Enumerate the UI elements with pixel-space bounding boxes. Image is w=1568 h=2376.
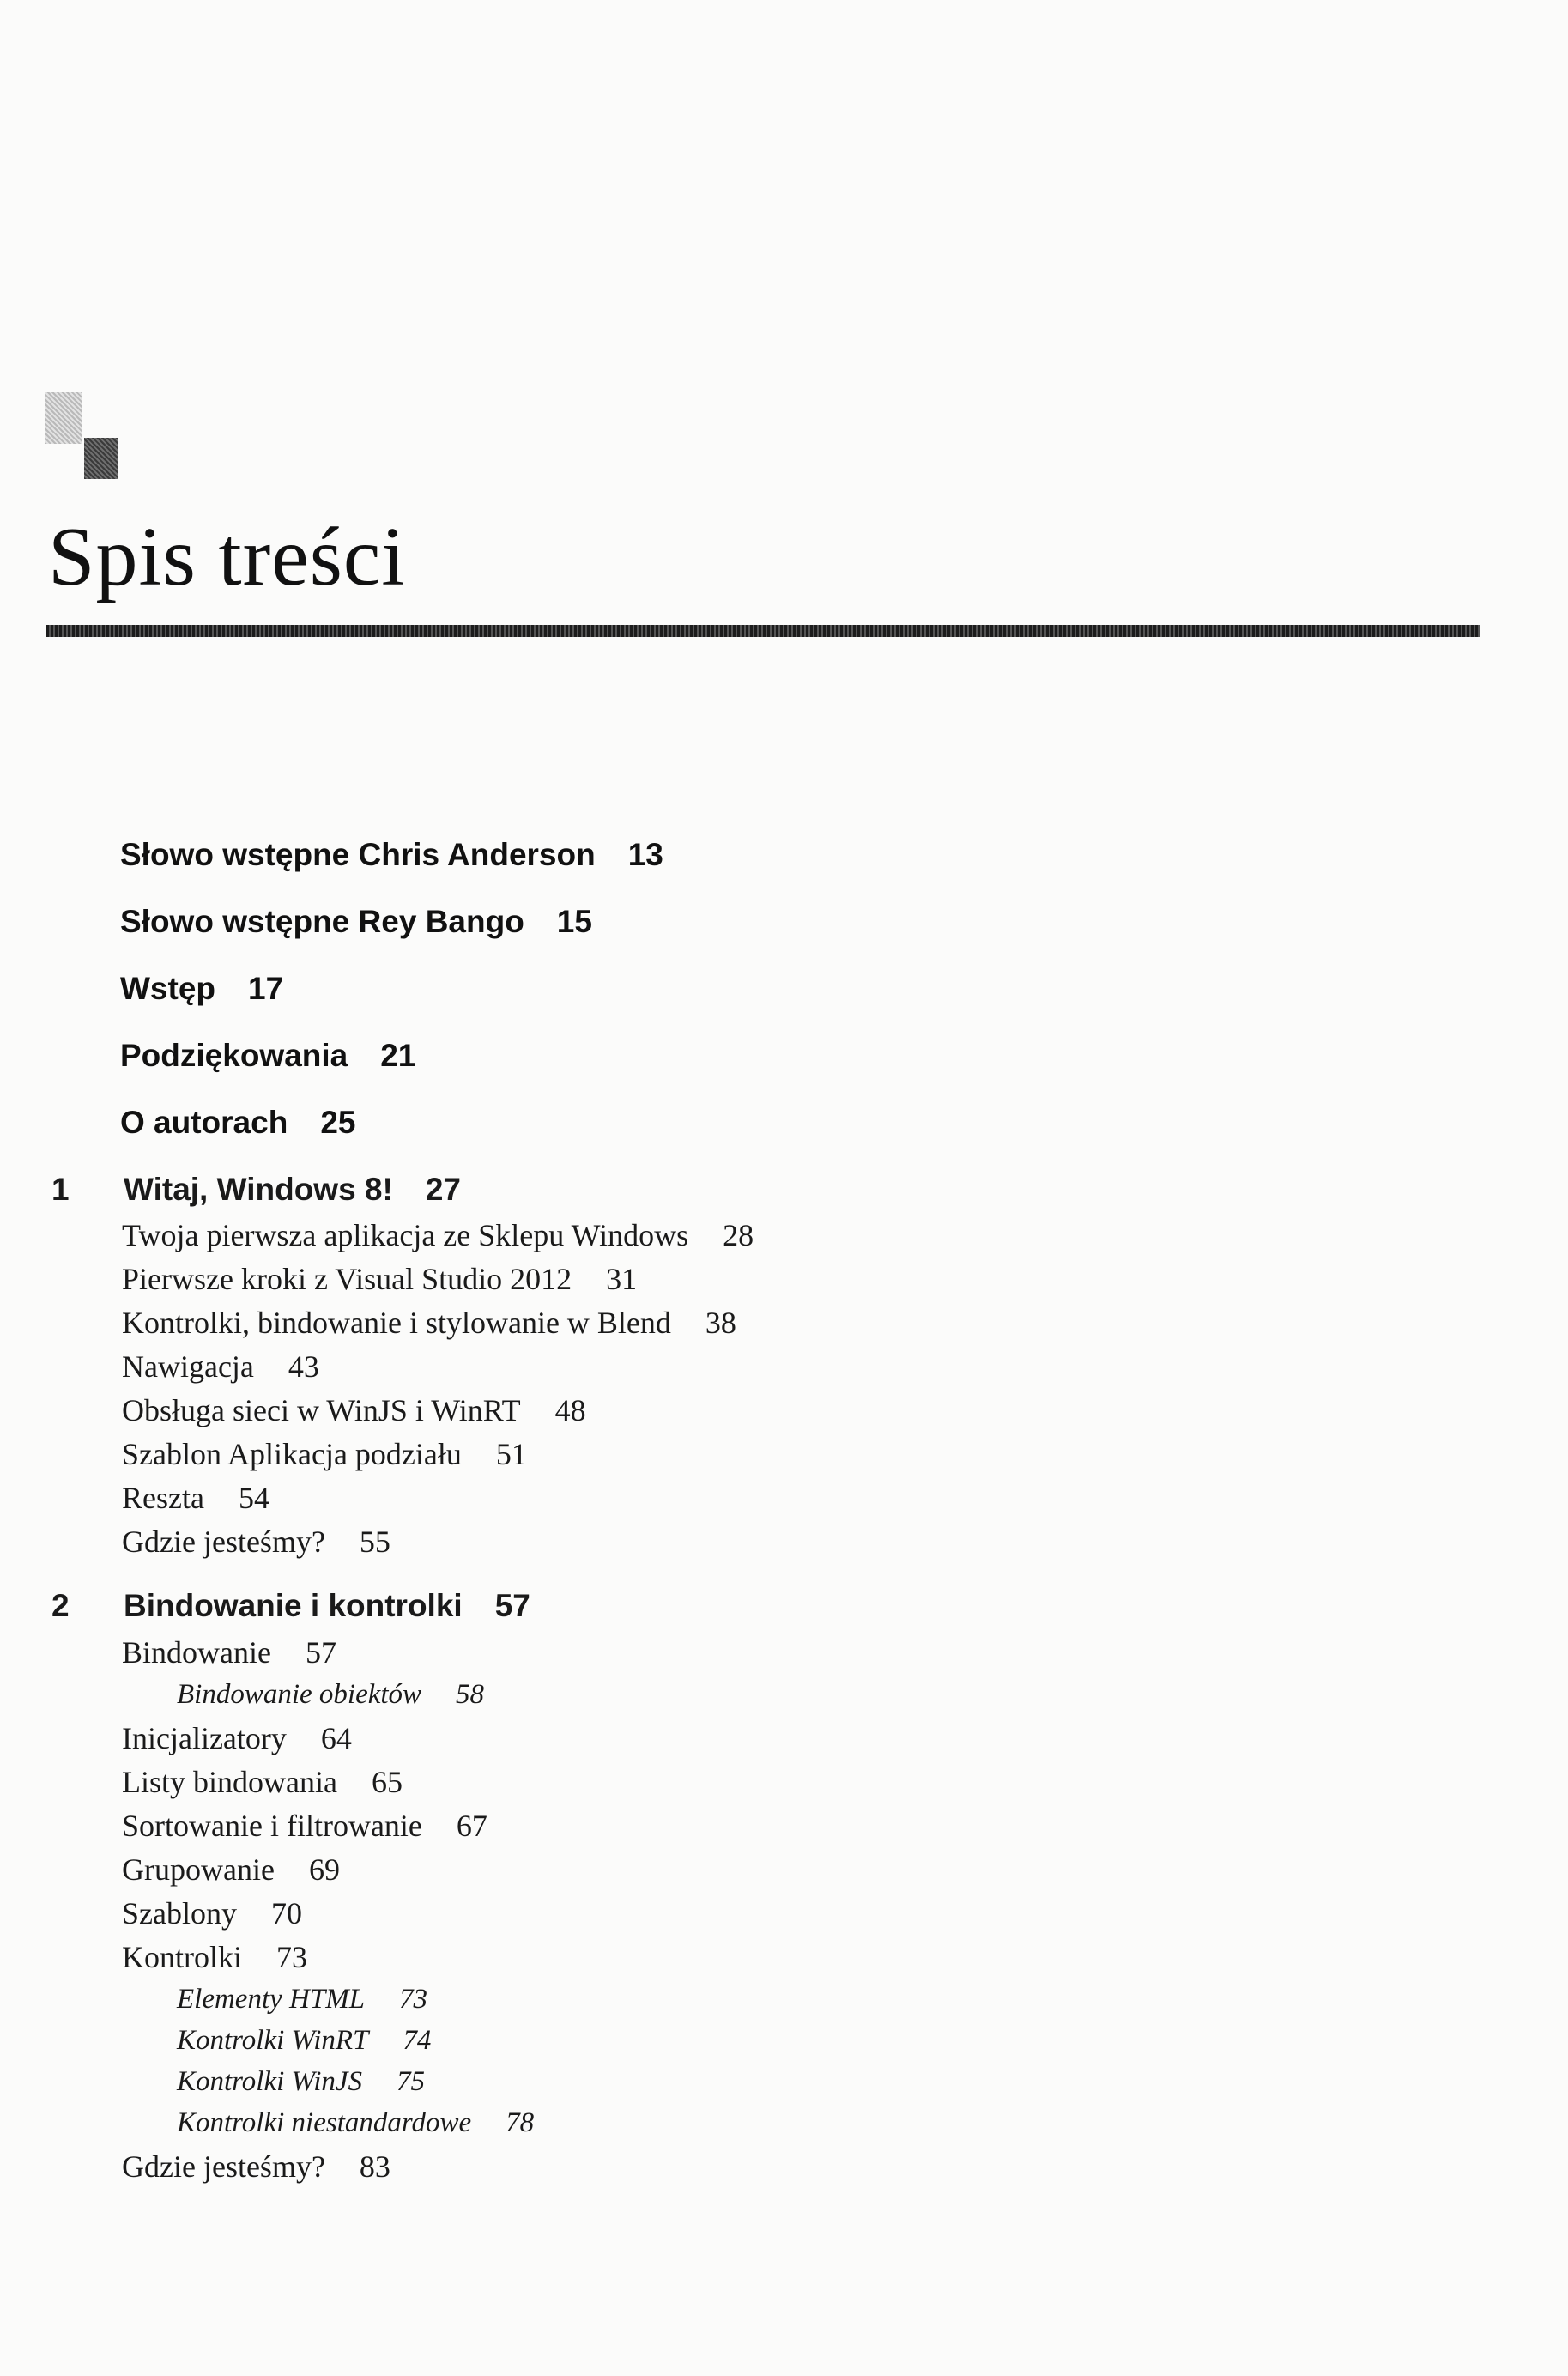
entry-page: 13 bbox=[627, 837, 663, 872]
entry-page: 31 bbox=[606, 1262, 638, 1296]
toc-subsection bbox=[177, 2107, 534, 2139]
chapter-number: 2 bbox=[51, 1588, 70, 1623]
entry-label: Szablon Aplikacja podziału bbox=[122, 1437, 462, 1471]
entry-label: Kontrolki WinJS bbox=[177, 2066, 363, 2097]
entry-page: 48 bbox=[554, 1393, 586, 1427]
entry-label: Pierwsze kroki z Visual Studio 2012 bbox=[122, 1262, 572, 1296]
chapter-title bbox=[124, 1588, 530, 1624]
entry-label: Grupowanie bbox=[122, 1852, 275, 1887]
entry-page: 28 bbox=[723, 1218, 754, 1252]
toc-section bbox=[122, 1895, 302, 1931]
toc-section bbox=[122, 1349, 319, 1385]
entry-page: 43 bbox=[288, 1349, 319, 1384]
entry-label: Gdzie jesteśmy? bbox=[122, 2149, 325, 2184]
toc-section bbox=[122, 1305, 736, 1341]
entry-page: 73 bbox=[399, 1984, 428, 2015]
entry-label: Kontrolki, bindowanie i stylowanie w Blend bbox=[122, 1306, 671, 1340]
entry-page: 21 bbox=[380, 1038, 416, 1073]
entry-label: Słowo wstępne Rey Bango bbox=[120, 904, 524, 939]
entry-label: Kontrolki bbox=[122, 1940, 242, 1974]
entry-label: Obsługa sieci w WinJS i WinRT bbox=[122, 1393, 521, 1427]
entry-label: Nawigacja bbox=[122, 1349, 254, 1384]
entry-page: 83 bbox=[359, 2149, 390, 2184]
entry-label: Elementy HTML bbox=[177, 1984, 366, 2015]
entry-label: Bindowanie bbox=[122, 1635, 271, 1670]
entry-label: Bindowanie i kontrolki bbox=[124, 1588, 463, 1623]
entry-page: 57 bbox=[494, 1588, 530, 1623]
toc-subsection bbox=[177, 2066, 425, 2098]
entry-page: 57 bbox=[305, 1635, 336, 1670]
entry-page: 65 bbox=[371, 1765, 403, 1799]
entry-page: 15 bbox=[556, 904, 592, 939]
entry-page: 17 bbox=[248, 971, 284, 1006]
entry-label: Twoja pierwsza aplikacja ze Sklepu Windows bbox=[122, 1218, 689, 1252]
entry-label: Kontrolki niestandardowe bbox=[177, 2107, 472, 2138]
entry-label: Słowo wstępne Chris Anderson bbox=[120, 837, 596, 872]
toc-entry-front bbox=[120, 837, 663, 873]
entry-label: Listy bindowania bbox=[122, 1765, 337, 1799]
toc-section bbox=[122, 1634, 336, 1670]
toc-section bbox=[122, 1939, 307, 1975]
toc-subsection bbox=[177, 1984, 427, 2015]
entry-label: Inicjalizatory bbox=[122, 1721, 287, 1755]
entry-page: 38 bbox=[705, 1306, 736, 1340]
entry-label: Gdzie jesteśmy? bbox=[122, 1524, 325, 1559]
toc-section bbox=[122, 1720, 352, 1756]
toc-entry-front bbox=[120, 1038, 415, 1074]
entry-page: 64 bbox=[320, 1721, 352, 1755]
entry-label: Wstęp bbox=[120, 971, 215, 1006]
entry-page: 73 bbox=[276, 1940, 307, 1974]
page-title: Spis treści bbox=[48, 511, 406, 603]
toc-entry-front bbox=[120, 904, 592, 940]
toc-subsection bbox=[177, 2025, 431, 2057]
entry-page: 70 bbox=[270, 1896, 302, 1930]
entry-label: Witaj, Windows 8! bbox=[124, 1172, 393, 1207]
entry-page: 25 bbox=[320, 1105, 356, 1140]
entry-label: Bindowanie obiektów bbox=[177, 1679, 422, 1710]
toc-section bbox=[122, 1852, 340, 1888]
toc-section bbox=[122, 1480, 269, 1516]
entry-page: 58 bbox=[456, 1679, 485, 1710]
toc-section bbox=[122, 1217, 754, 1253]
entry-label: O autorach bbox=[120, 1105, 288, 1140]
entry-label: Podziękowania bbox=[120, 1038, 348, 1073]
toc-section bbox=[122, 1392, 586, 1428]
toc-section bbox=[122, 1764, 403, 1800]
toc-section bbox=[122, 1261, 637, 1297]
toc-subsection bbox=[177, 1679, 484, 1711]
entry-page: 54 bbox=[238, 1481, 269, 1515]
entry-page: 74 bbox=[403, 2025, 432, 2056]
entry-page: 69 bbox=[308, 1852, 340, 1887]
entry-label: Szablony bbox=[122, 1896, 237, 1930]
toc-entry-front bbox=[120, 1105, 355, 1141]
entry-page: 27 bbox=[425, 1172, 461, 1207]
toc-section bbox=[122, 2149, 390, 2185]
toc-section bbox=[122, 1808, 487, 1844]
entry-label: Reszta bbox=[122, 1481, 204, 1515]
toc-section bbox=[122, 1524, 390, 1560]
entry-page: 55 bbox=[359, 1524, 390, 1559]
entry-label: Kontrolki WinRT bbox=[177, 2025, 369, 2056]
chapter-number: 1 bbox=[51, 1172, 70, 1207]
entry-page: 67 bbox=[456, 1809, 487, 1843]
entry-page: 75 bbox=[397, 2066, 426, 2097]
entry-label: Sortowanie i filtrowanie bbox=[122, 1809, 422, 1843]
entry-page: 78 bbox=[506, 2107, 535, 2138]
chapter-title bbox=[124, 1172, 461, 1208]
toc-section bbox=[122, 1436, 527, 1472]
entry-page: 51 bbox=[495, 1437, 527, 1471]
toc-entry-front bbox=[120, 971, 283, 1007]
